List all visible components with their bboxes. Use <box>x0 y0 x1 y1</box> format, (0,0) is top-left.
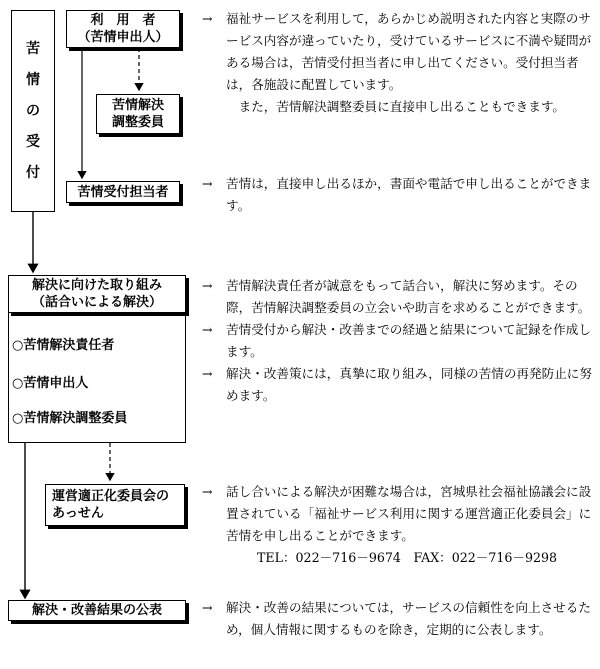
description-resolution-b: 苦情受付から解決・改善までの経過と結果について記録を作成します。 <box>226 322 591 359</box>
arrow-icon: → <box>202 11 213 26</box>
intake-char: 情 <box>26 71 40 88</box>
mediation-box <box>45 484 185 526</box>
user-box <box>66 10 180 48</box>
resolution-header-box <box>8 275 186 313</box>
user-box-line2: （苦情申出人） <box>77 30 169 45</box>
mediation-line1: 運営適正化委員会の <box>52 489 170 504</box>
publication-box <box>8 600 186 621</box>
arrow-icon: → <box>202 484 213 499</box>
arrow-icon: → <box>202 366 213 381</box>
description-publication-text: 解決・改善の結果については，サービスの信頼性を向上させるため，個人情報に関するものを除き，定期的に公表します。 <box>226 600 591 637</box>
user-box-line1: 利 用 者 <box>90 13 156 28</box>
arrow-icon: → <box>202 600 213 615</box>
participant-item: ○苦情解決責任者 <box>12 338 115 353</box>
description-mediation-text: 話し合いによる解決が困難な場合は，宮城県社会福祉協議会に設置されている「福祉サービス利用に関する運営適正化委員会」に苦情を申し出ることができます。 <box>226 484 592 543</box>
contact-numbers: TEL：022－716－9674 FAX：022－716－9298 <box>257 550 558 565</box>
intake-char: 苦 <box>26 40 40 57</box>
description-reception-text: 苦情は，直接申し出るほか，書面や電話で申し出ることができます。 <box>226 176 592 213</box>
mediation-line2: あっせん <box>52 506 104 521</box>
complaint-intake-box <box>11 10 55 212</box>
committee-box-line1: 苦情解決 <box>111 98 164 113</box>
resolution-line1: 解決に向けた取り組み <box>31 278 162 293</box>
reception-box-label: 苦情受付担当者 <box>77 184 169 200</box>
intake-char: の <box>26 102 40 119</box>
description-intake-subtext: また，苦情解決調整委員に直接申し出ることもできます。 <box>238 99 566 114</box>
intake-char: 受 <box>26 133 40 150</box>
reception-staff-box <box>66 181 180 203</box>
arrow-icon: → <box>202 322 213 337</box>
committee-box-line2: 調整委員 <box>111 115 164 130</box>
arrow-icon: → <box>202 278 213 293</box>
description-resolution-a: 苦情解決責任者が誠意をもって話合い，解決に努めます。その際，苦情解決調整委員の立会いや助言を求めることができます。 <box>226 278 591 315</box>
description-resolution <box>202 275 594 407</box>
resolution-line2: （話合いによる解決） <box>31 295 162 310</box>
description-mediation <box>202 481 594 569</box>
arrow-icon: → <box>202 176 213 191</box>
description-intake-text: 福祉サービスを利用して，あらかじめ説明された内容と実際のサービス内容が違っていたり，受けているサービスに不満や疑問がある場合は，苦情受付担当者に申し出てください。受付担当者は，各施設に配置しています。 <box>226 11 592 92</box>
description-resolution-c: 解決・改善策には，真摯に取り組み，同様の苦情の再発防止に努めます。 <box>226 366 592 403</box>
participant-item: ○苦情解決調整委員 <box>12 411 128 426</box>
intake-char: 付 <box>26 164 40 181</box>
description-intake <box>202 8 594 118</box>
participant-item: ○苦情申出人 <box>12 376 89 391</box>
description-reception <box>202 173 594 217</box>
description-publication <box>202 597 594 641</box>
mediator-committee-box <box>96 94 180 134</box>
publication-label: 解決・改善結果の公表 <box>31 603 162 618</box>
